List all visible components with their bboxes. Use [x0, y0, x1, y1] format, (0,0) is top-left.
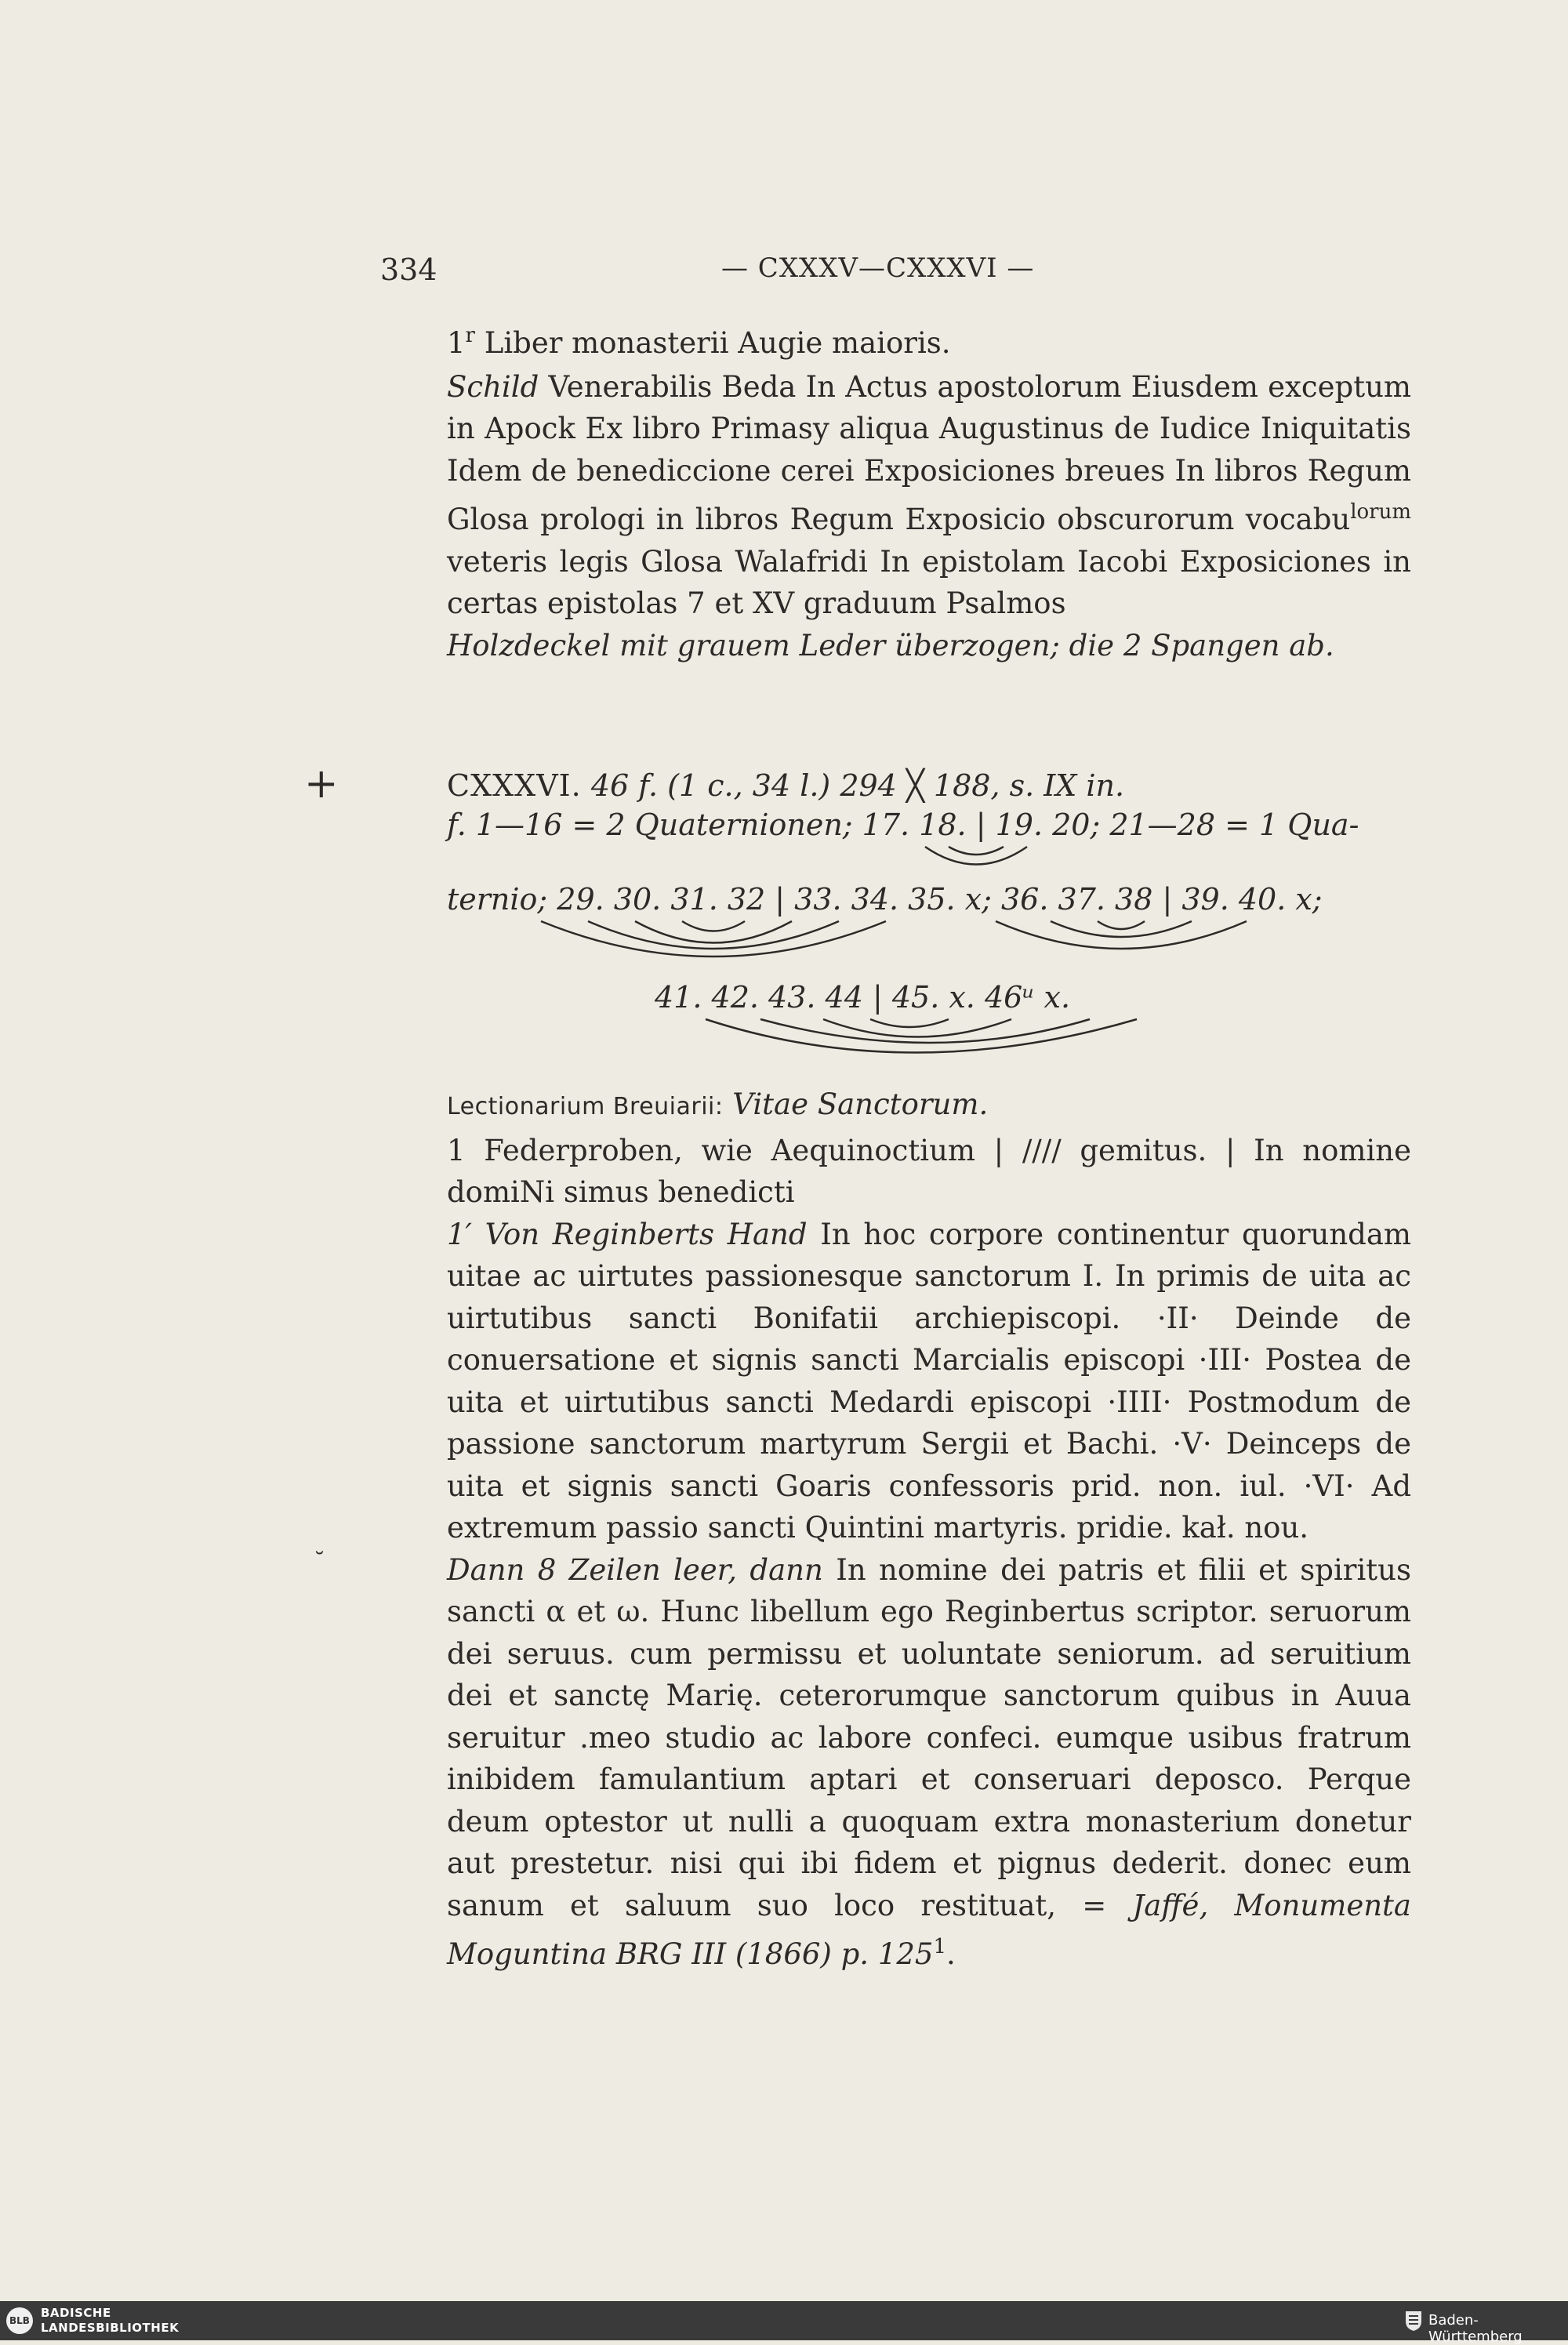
arc-30-35: [588, 921, 839, 949]
bw-coat-of-arms-icon[interactable]: [1403, 2309, 1424, 2332]
contents-list: [447, 366, 1411, 625]
colophon: [447, 1549, 1411, 1976]
arc-36-x: [996, 921, 1247, 949]
folio-1v-note: [447, 1214, 1411, 1549]
heading-desc: 46 f. (1 c., 34 l.) 294 ╳ 188, s. IX in.: [590, 768, 1125, 803]
arc-44-45: [870, 1019, 949, 1027]
blb-name: [41, 2306, 179, 2336]
arc-42-46: [760, 1019, 1090, 1043]
contents-text-b: veteris legis Glosa Walafridi In epistolam Iacobi Exposiciones in certas epistolas 7 et XV graduum Psalmos: [447, 544, 1411, 620]
arc-38-39: [1098, 921, 1145, 929]
arc-32-33: [682, 921, 745, 931]
footer-bar: [0, 2301, 1568, 2345]
folio-recto-sup: r: [465, 324, 475, 347]
binding-text: Holzdeckel mit grauem Leder überzogen; die 2 Spangen ab.: [447, 628, 1334, 662]
arc-29-x: [541, 921, 886, 957]
folio-1-text: 1 Federproben, wie Aequinoctium | //// gemitus. | In nomine domiNi simus benedicti: [447, 1133, 1411, 1209]
arc-18-19: [949, 847, 1004, 855]
running-head: — CXXXV—CXXXVI —: [721, 252, 1035, 284]
margin-dot: ˘: [314, 1548, 325, 1576]
blb-logo[interactable]: BLB: [6, 2307, 33, 2334]
entry-cxxxvi-body: [447, 1084, 1411, 1976]
page-number: 334: [380, 252, 437, 287]
citation-footnote: 1: [933, 1935, 947, 1958]
cross-mark: +: [304, 760, 339, 808]
colophon-label: Dann 8 Zeilen leer, dann: [447, 1552, 823, 1587]
colophon-text: In nomine dei patris et filii et spiritus sancti α et ω. Hunc libellum ego Reginbertus scriptor. seruorum dei seruus. cum permissu et uoluntate seniorum. ad seruitium dei et sanctę Marię. ceterorumque sanctorum quibus in Auua seruitur .meo studio ac labore confeci. eumque usibus fratrum inibidem famulantium aptari et conseruari deposco. Perque deum optestor ut nulli a quoquam extra monasterium donetur aut prestetur. nisi qui ibi fidem et pignus dederit. donec eum sanum et saluum suo loco restituat, =: [447, 1552, 1411, 1922]
contents-sup: lorum: [1350, 500, 1411, 524]
section-subtitle: Vitae Sanctorum.: [732, 1087, 989, 1121]
folio-1v-label: 1′ Von Reginberts Hand: [447, 1217, 808, 1251]
blb-name-line2: LANDESBIBLIOTHEK: [41, 2321, 180, 2335]
folio-1r-text: Liber monasterii Augie maioris.: [484, 326, 951, 360]
collation-line-1-text: f. 1—16 = 2 Quaternionen; 17. 18. | 19. 20; 21—28 = 1 Qua-: [447, 808, 1359, 842]
blb-name-line1: BADISCHE: [41, 2306, 111, 2320]
schild-label: Schild: [447, 369, 539, 404]
section-heading: [447, 1084, 1411, 1128]
citation-end: .: [946, 1937, 956, 1971]
arc-43-x: [823, 1019, 1011, 1037]
contents-text-a: Venerabilis Beda In Actus apostolorum Eiusdem exceptum in Apock Ex libro Primasy aliqua Augustinus de Iudice Iniquitatis Idem de benediccione cerei Exposiciones breues In libros Regum Glosa prologi in libros Regum Exposicio obscurorum vocabu: [447, 369, 1411, 536]
binding-note: [447, 625, 1411, 667]
folio-number: 1: [447, 326, 466, 360]
folio-1-note: [447, 1130, 1411, 1214]
collation-line-2-text: ternio; 29. 30. 31. 32 | 33. 34. 35. x; 36. 37. 38 | 39. 40. x;: [447, 882, 1323, 917]
collation-block: [447, 768, 1419, 1098]
folio-1v-text: In hoc corpore continentur quorundam uitae ac uirtutes passionesque sanctorum I. In primis de uita ac uirtutibus sancti Bonifatii archiepiscopi. ·II· Deinde de conuersatione et signis sancti Marcialis episcopi ·III· Postea de uita et uirtutibus sancti Medardi episcopi ·IIII· Postmodum de passione sanctorum martyrum Sergii et Bachi. ·V· Deinceps de uita et signis sancti Goaris confessoris prid. non. iul. ·VI· Ad extremum passio sancti Quintini martyris. pridie. kał. nou.: [447, 1217, 1411, 1545]
quire-arcs: [447, 784, 1419, 1098]
folio-1r-line: [447, 315, 1411, 365]
section-title: Lectionarium Breuiarii:: [447, 1093, 724, 1120]
heading-number: CXXXVI.: [447, 768, 582, 803]
bw-name: Baden-Württemberg: [1428, 2312, 1523, 2345]
entry-cxxxv: [447, 315, 1411, 666]
collation-line-3-text: 41. 42. 43. 44 | 45. x. 46ᵘ x.: [655, 980, 1071, 1015]
citation: Jaffé, Monumenta Moguntina BRG III (1866) p. 125: [447, 1888, 1411, 1971]
